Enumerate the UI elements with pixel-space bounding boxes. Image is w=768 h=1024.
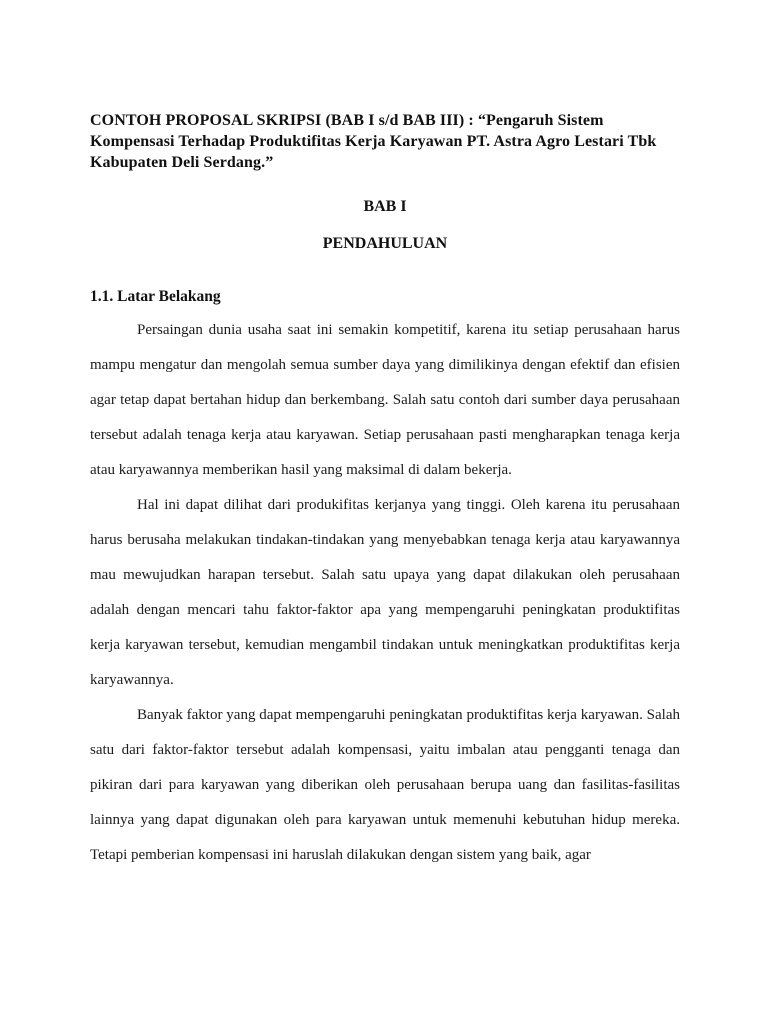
- document-title: CONTOH PROPOSAL SKRIPSI (BAB I s/d BAB III) : “Pengaruh Sistem Kompensasi Terhadap Produktifitas Kerja Karyawan PT. Astra Agro Lestari Tbk Kabupaten Deli Serdang.”: [90, 112, 657, 171]
- paragraph-latar-belakang-2: Hal ini dapat dilihat dari produkifitas kerjanya yang tinggi. Oleh karena itu perusahaan harus berusaha melakukan tindakan-tindakan yang menyebabkan tenaga kerja atau karyawannya mau mewujudkan harapan tersebut. Salah satu upaya yang dapat dilakukan oleh perusahaan adalah dengan mencari tahu faktor-faktor apa yang mempengaruhi peningkatan produktifitas kerja karyawan tersebut, kemudian mengambil tindakan untuk meningkatkan produktifitas kerja karyawannya.: [90, 497, 680, 688]
- paragraph-latar-belakang-1: Persaingan dunia usaha saat ini semakin kompetitif, karena itu setiap perusahaan harus mampu mengatur dan mengolah semua sumber daya yang dimilikinya dengan efektif dan efisien agar tetap dapat bertahan hidup dan berkembang. Salah satu contoh dari sumber daya perusahaan tersebut adalah tenaga kerja atau karyawan. Setiap perusahaan pasti mengharapkan tenaga kerja atau karyawannya memberikan hasil yang maksimal di dalam bekerja.: [90, 322, 680, 478]
- chapter-title: PENDAHULUAN: [322, 235, 448, 252]
- paragraph-latar-belakang-3: Banyak faktor yang dapat mempengaruhi peningkatan produktifitas kerja karyawan. Salah satu dari faktor-faktor tersebut adalah kompensasi, yaitu imbalan atau pengganti tenaga dan pikiran dari para karyawan yang diberikan oleh perusahaan berupa uang dan fasilitas-fasilitas lainnya yang dapat digunakan oleh para karyawan untuk memenuhi kebutuhan hidup mereka. Tetapi pemberian kompensasi ini haruslah dilakukan dengan sistem yang baik, agar: [90, 707, 680, 863]
- section-heading: 1.1. Latar Belakang: [90, 288, 221, 305]
- chapter-heading: BAB I: [363, 198, 407, 215]
